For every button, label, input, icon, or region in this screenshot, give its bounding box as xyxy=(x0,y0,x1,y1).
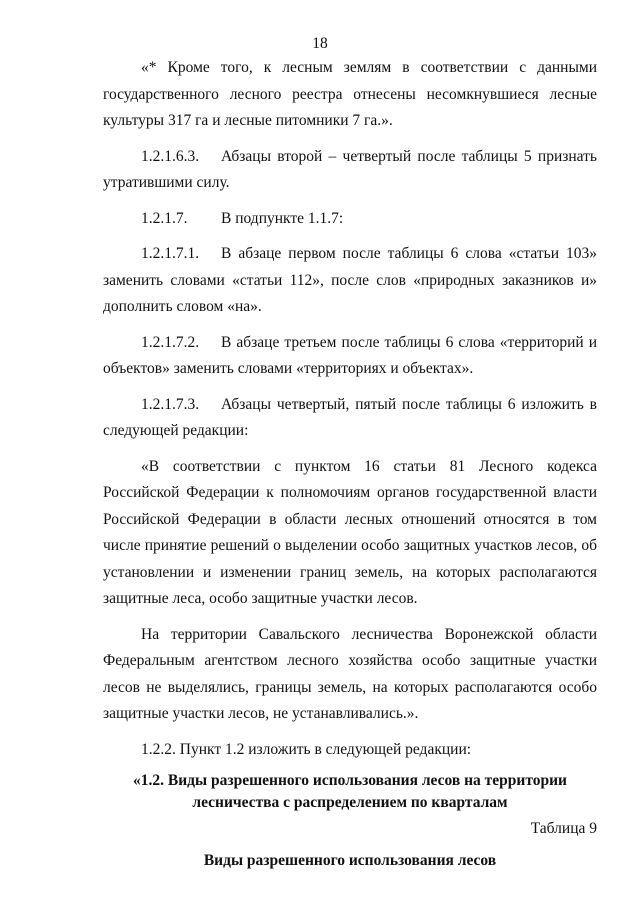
section-heading-line-2: лесничества с распределением по кварталам xyxy=(192,794,508,811)
page-number: 18 xyxy=(312,35,328,52)
section-heading-line-1: «1.2. Виды разрешенного использования лесов на территории xyxy=(133,772,567,789)
section-heading xyxy=(103,770,597,814)
clause-number: 1.2.1.7.1. xyxy=(141,245,200,262)
clause-number: 1.2.1.6.3. xyxy=(141,147,200,165)
paragraph-text: В абзаце первом после таблицы 6 слова «статьи 103» заменить словами «статьи 112», после слов «природных заказников и» дополнить словом «на». xyxy=(103,245,597,315)
paragraph-1-2-1-7-1 xyxy=(103,241,597,321)
clause-number: 1.2.1.7.2. xyxy=(141,333,200,351)
paragraph-text: В подпункте 1.1.7: xyxy=(221,209,344,227)
table-label: Таблица 9 xyxy=(530,820,597,837)
paragraph-text: Абзацы четвертый, пятый после таблицы 6 изложить в следующей редакции: xyxy=(103,395,597,439)
paragraph-text: В абзаце третьем после таблицы 6 слова «территорий и объектов» заменить словами «территориях и объектах». xyxy=(103,333,597,377)
table-title: Виды разрешенного использования лесов xyxy=(203,852,497,869)
paragraph-quote-1: «В соответствии с пунктом 16 статьи 81 Лесного кодекса Российской Федерации к полномочиям органов государственной власти Российской Федерации в области лесных отношений относятся в том числе принятие решений о выделении особо защитных участков лесов, об установлении и изменении границ земель, на которых располагаются защитные леса, особо защитные участки лесов. xyxy=(103,457,597,607)
paragraph-1-2-2: 1.2.2. Пункт 1.2 изложить в следующей редакции: xyxy=(141,740,472,758)
paragraph-1-2-1-7 xyxy=(103,206,597,233)
document-body xyxy=(103,55,597,872)
paragraph-1-2-1-6-3 xyxy=(103,144,597,197)
paragraph-1-2-1-7-2 xyxy=(103,330,597,383)
clause-number: 1.2.1.7.3. xyxy=(141,395,200,413)
paragraph-text: Абзацы второй – четвертый после таблицы 5 признать утратившими силу. xyxy=(103,147,597,191)
paragraph-footnote: «* Кроме того, к лесным землям в соответствии с данными государственного лесного реестра отнесены несомкнувшиеся лесные культуры 317 га и лесные питомники 7 га.». xyxy=(103,59,597,129)
paragraph-1-2-1-7-3 xyxy=(103,392,597,445)
paragraph-quote-2: На территории Савальского лесничества Воронежской области Федеральным агентством лесного хозяйства особо защитные участки лесов не выделялись, границы земель, на которых располагаются особо защитные участки лесов, не устанавливались.». xyxy=(103,625,597,722)
clause-number: 1.2.1.7. xyxy=(141,209,188,227)
